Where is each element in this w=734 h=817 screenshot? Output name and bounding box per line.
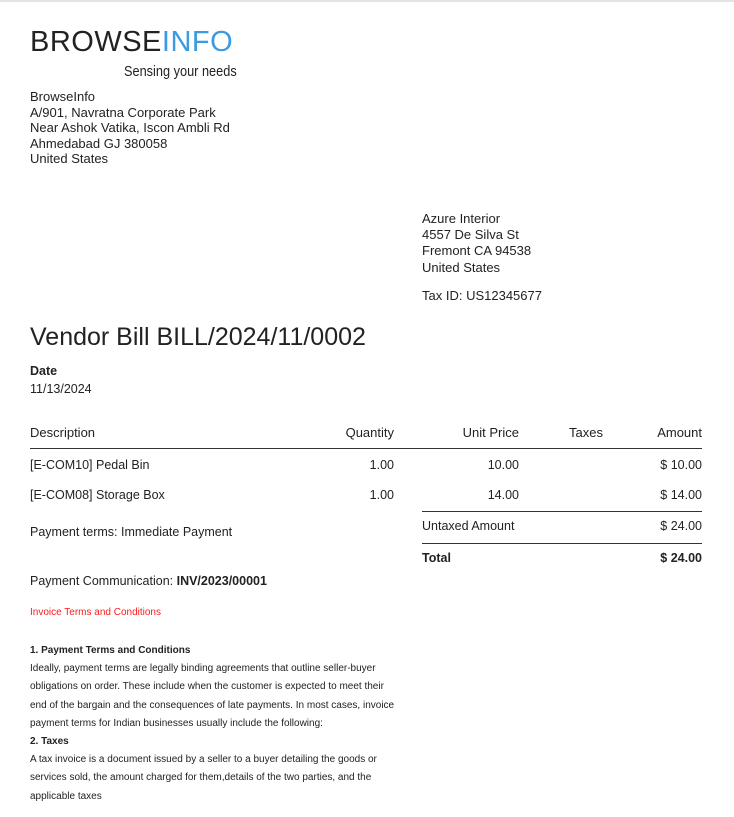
address-line: 4557 De Silva St	[422, 227, 519, 243]
vendor-tax-id: Tax ID: US12345677	[422, 288, 542, 303]
header-divider	[30, 448, 702, 449]
terms-section-body: Ideally, payment terms are legally binding agreements that outline seller-buyer obligations on order. These include when the customer is expected to meet their end of the bargain and the consequences of late payments. In most cases, invoice payment terms for Indian businesses usually include the following:	[30, 663, 395, 729]
terms-body	[30, 642, 400, 806]
total-value: $ 24.00	[660, 551, 702, 565]
totals-divider	[422, 543, 702, 544]
company-address	[30, 89, 230, 167]
col-quantity: Quantity	[345, 425, 394, 440]
row-description: [E-COM10] Pedal Bin	[30, 458, 150, 472]
row-amount: $ 10.00	[660, 458, 702, 472]
totals-divider	[422, 511, 702, 512]
payment-communication-label: Payment Communication:	[30, 574, 177, 588]
col-amount: Amount	[657, 425, 702, 440]
logo-text: BROWSE	[30, 26, 162, 58]
col-taxes: Taxes	[569, 425, 603, 440]
row-quantity: 1.00	[369, 458, 394, 472]
address-line: United States	[422, 259, 501, 275]
company-logo	[30, 26, 233, 59]
row-unit-price: 14.00	[487, 488, 519, 502]
col-description: Description	[30, 425, 96, 440]
logo-text-blue: INFO	[161, 26, 234, 58]
page-title: Vendor Bill BILL/2024/11/0002	[30, 323, 366, 351]
payment-terms: Payment terms: Immediate Payment	[30, 525, 233, 539]
address-line: Near Ashok Vatika, Iscon Ambli Rd	[30, 120, 230, 135]
total-label: Total	[422, 551, 451, 565]
address-line: Fremont CA 94538	[422, 243, 532, 259]
row-quantity: 1.00	[369, 488, 394, 502]
address-line: Azure Interior	[422, 211, 501, 226]
vendor-address	[422, 211, 531, 276]
row-description: [E-COM08] Storage Box	[30, 488, 165, 502]
terms-section-body: A tax invoice is a document issued by a seller to a buyer detailing the goods or services sold, the amount charged for them,details of the two parties, and the applicable taxes	[30, 754, 377, 802]
col-unit-price: Unit Price	[462, 425, 519, 440]
address-line: BrowseInfo	[30, 89, 96, 104]
company-tagline: Sensing your needs	[124, 63, 237, 80]
date-value: 11/13/2024	[30, 382, 92, 396]
payment-communication	[30, 574, 267, 588]
terms-heading: Invoice Terms and Conditions	[30, 607, 161, 618]
payment-communication-value: INV/2023/00001	[176, 574, 267, 588]
terms-section-title: 2. Taxes	[30, 736, 69, 748]
row-unit-price: 10.00	[487, 458, 519, 472]
row-amount: $ 14.00	[660, 488, 702, 502]
date-label: Date	[30, 364, 58, 378]
untaxed-label: Untaxed Amount	[422, 519, 515, 533]
untaxed-value: $ 24.00	[660, 519, 702, 533]
address-line: Ahmedabad GJ 380058	[30, 135, 168, 151]
address-line: United States	[30, 151, 109, 166]
terms-section-title: 1. Payment Terms and Conditions	[30, 645, 191, 656]
address-line: A/901, Navratna Corporate Park	[30, 104, 216, 120]
